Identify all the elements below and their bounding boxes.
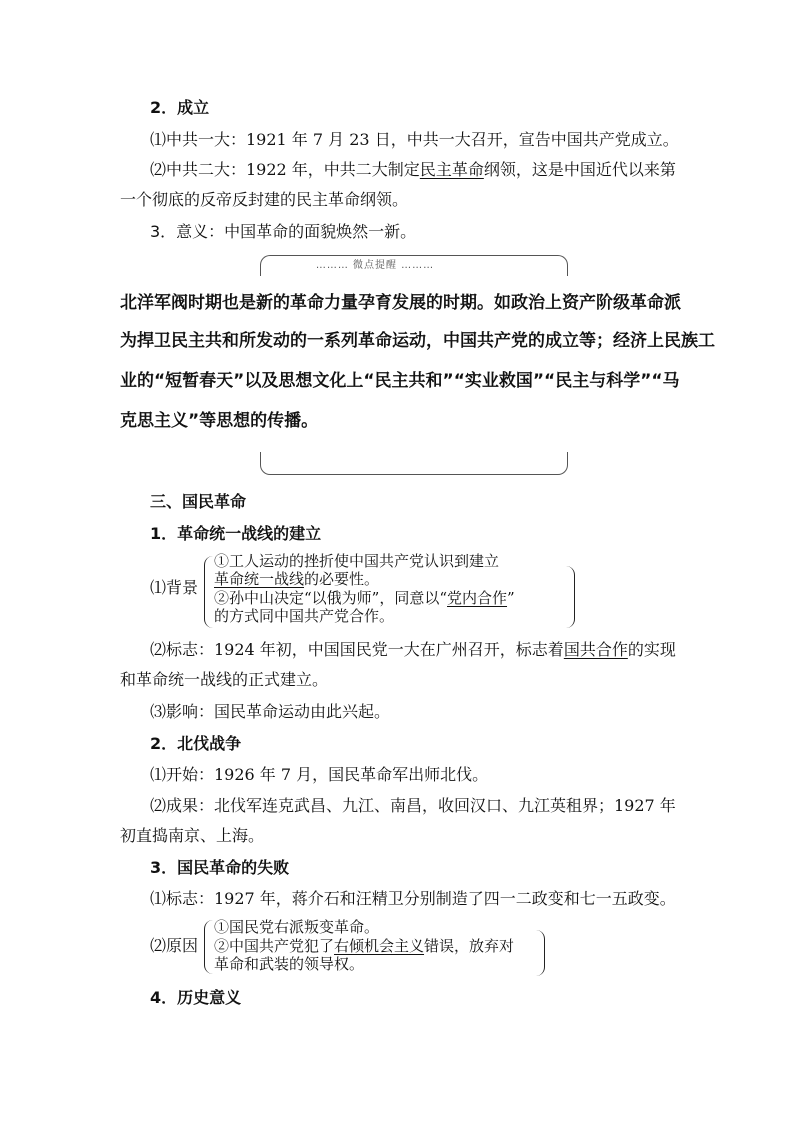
- note-line-4: 克思主义”等思想的传播。: [120, 411, 319, 431]
- heading-united-front: 1．革命统一战线的建立: [150, 524, 322, 543]
- note-line-1: 北洋军阀时期也是新的革命力量孕育发展的时期。如政治上资产阶级革命派: [120, 293, 681, 313]
- marker-line-cont: 和革命统一战线的正式建立。: [120, 670, 329, 689]
- significance-line: [150, 222, 416, 242]
- heading-significance: 4．历史意义: [150, 988, 242, 1007]
- reason-item-1: ①国民党右派叛变革命。: [214, 918, 380, 936]
- underlined-term: 国共合作: [563, 640, 628, 659]
- note-line-2: 为捍卫民主共和所发动的一系列革命运动，中国共产党的成立等；经济上民族工: [120, 331, 715, 351]
- expedition-start-line: ⑴开始：1926 年 7 月，国民革命军出师北伐。: [150, 765, 489, 784]
- reason-label: ⑵原因: [150, 936, 199, 955]
- reason-item-2: [214, 937, 514, 955]
- second-congress-line: [150, 160, 676, 180]
- marker-line: [150, 640, 676, 660]
- section-title-revolution: 三、国民革命: [150, 492, 247, 511]
- text-segment: ⑵中共二大：1922 年，中共二大制定: [150, 160, 420, 179]
- background-item-1-cont: [214, 570, 379, 588]
- text-segment: ②中国共产党犯了: [214, 937, 335, 955]
- left-brace: [204, 556, 213, 628]
- right-brace: [536, 930, 545, 976]
- underlined-term: 右倾机会主义: [334, 937, 425, 955]
- text-segment: ⑵标志：1924 年初，中国国民党一大在广州召开，标志着: [150, 640, 564, 659]
- text-segment: 的实现: [627, 640, 676, 659]
- reason-item-2-cont: 革命和武装的领导权。: [214, 955, 365, 973]
- underlined-term: 民主革命: [419, 160, 484, 179]
- underlined-term: 党内合作: [447, 589, 508, 607]
- background-label: ⑴背景: [150, 578, 199, 597]
- text-segment: 的必要性。: [304, 570, 380, 588]
- text-segment: 错误，放弃对: [424, 937, 515, 955]
- impact-line: ⑶影响：国民革命运动由此兴起。: [150, 702, 391, 721]
- expedition-results-line: ⑵成果：北伐军连克武昌、九江、南昌，收回汉口、九江英租界；1927 年: [150, 796, 676, 815]
- section-heading-founding: 2．成立: [150, 98, 210, 117]
- second-congress-line-cont: 一个彻底的反帝反封建的民主革命纲领。: [120, 190, 409, 209]
- heading-northern-expedition: 2．北伐战争: [150, 734, 242, 753]
- failure-marker-line: ⑴标志：1927 年，蒋介石和汪精卫分别制造了四一二政变和七一五政变。: [150, 889, 676, 908]
- heading-failure: 3．国民革命的失败: [150, 858, 290, 877]
- right-brace: [566, 566, 575, 628]
- background-item-1: ①工人运动的挫折使中国共产党认识到建立: [214, 552, 500, 570]
- note-tag: ……… 微点提醒 ………: [290, 256, 460, 271]
- text-segment: 3．意义：中国革命的面貌焕然一新。: [150, 222, 417, 241]
- expedition-results-cont: 初直捣南京、上海。: [120, 826, 265, 845]
- background-item-2-cont: 的方式同中国共产党合作。: [214, 607, 395, 625]
- note-line-3: 业的“短暂春天”以及思想文化上“民主共和”“实业救国”“民主与科学”“马: [120, 371, 680, 391]
- background-item-2: [214, 589, 515, 607]
- text-segment: 纲领，这是中国近代以来第: [483, 160, 676, 179]
- underlined-term: 革命统一战线: [214, 570, 305, 588]
- note-frame-bottom: [260, 452, 568, 475]
- first-congress-line: ⑴中共一大：1921 年 7 月 23 日，中共一大召开，宣告中国共产党成立。: [150, 130, 679, 149]
- left-brace: [204, 920, 213, 974]
- text-segment: ②孙中山决定“以俄为师”，同意以“: [214, 589, 448, 607]
- text-segment: ”: [507, 589, 515, 607]
